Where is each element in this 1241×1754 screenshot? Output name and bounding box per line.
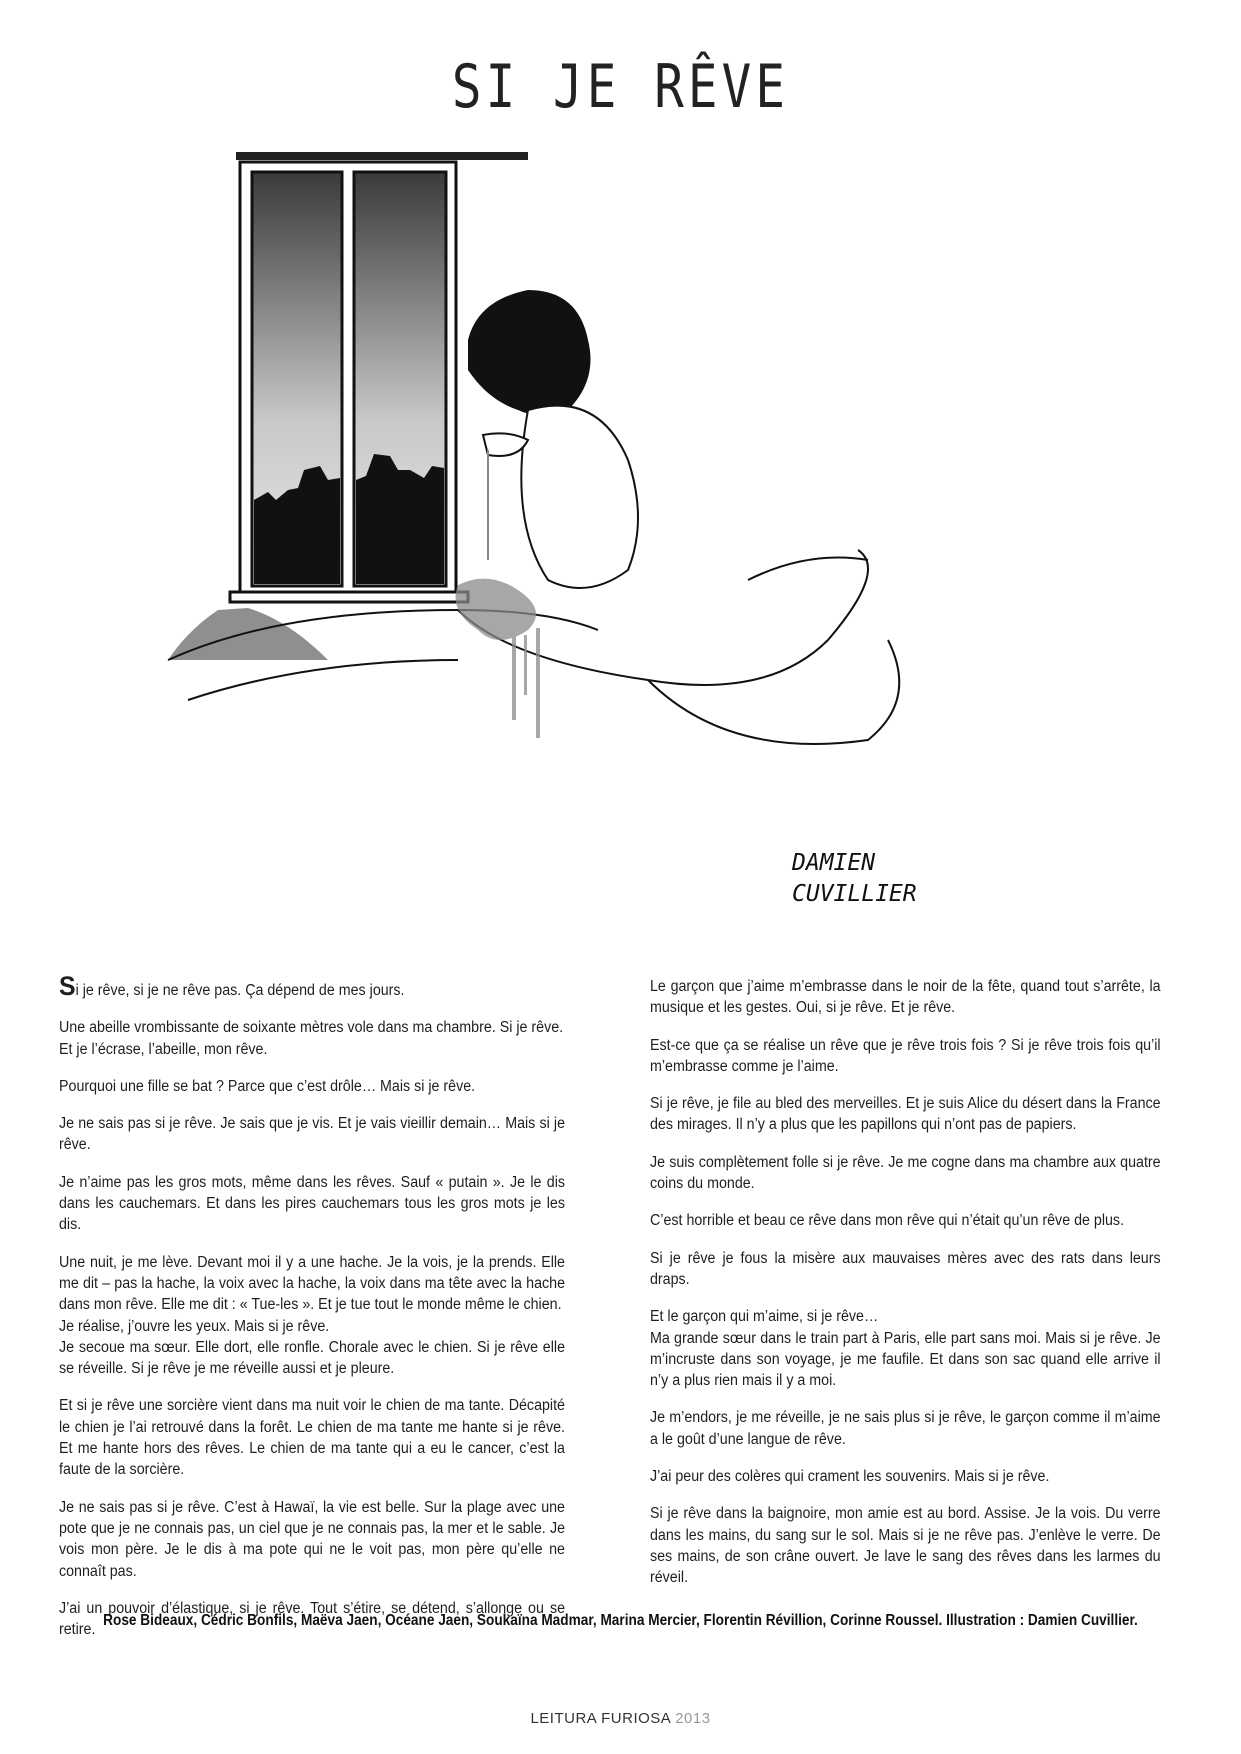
footer <box>0 1710 1241 1727</box>
paragraph: Est-ce que ça se réalise un rêve que je rêve trois fois ? Si je rêve trois fois qu’il m’embrasse comme je l’aime. <box>650 1036 1161 1075</box>
paragraph: Et si je rêve une sorcière vient dans ma nuit voir le chien de ma tante. Décapité le chien je l’ai retrouvé dans la forêt. Le chien de ma tante me hante si je rêve. Et me hante hors des rêves. Le chien de ma tante qui a eu le cancer, c’est la faute de la sorcière. <box>59 1397 565 1479</box>
text-column-right <box>650 976 1161 1605</box>
paragraph: Je m’endors, je me réveille, je ne sais plus si je rêve, le garçon comme il m’aime a le goût d’une langue de rêve. <box>650 1409 1161 1448</box>
paragraph: C’est horrible et beau ce rêve dans mon rêve qui n’était qu’un rêve de plus. <box>650 1212 1125 1230</box>
paragraph: Je suis complètement folle si je rêve. Je me cogne dans ma chambre aux quatre coins du monde. <box>650 1153 1161 1193</box>
puddle-drawing <box>456 579 541 738</box>
paragraph: J’ai peur des colères qui crament les souvenirs. Mais si je rêve. <box>650 1468 1050 1486</box>
artist-signature <box>792 848 917 910</box>
signature-line-1: DAMIEN <box>792 850 876 876</box>
signature-line-2: CUVILLIER <box>792 881 917 907</box>
paragraph: Je ne sais pas si je rêve. C’est à Hawaï, la vie est belle. Sur la plage avec une pote que je ne connais pas, un ciel que je ne connais pas, la mer et le sable. Je vois mon père. Je le dis à ma pote qui ne le voit pas, mon père qu’elle ne connaît pas. <box>59 1498 565 1580</box>
paragraph <box>59 971 565 1001</box>
page-title: SI JE RÊVE <box>451 52 790 122</box>
paragraph: Le garçon que j’aime m’embrasse dans le noir de la fête, quand tout s’arrête, la musique et les gestes. Oui, si je rêve. Et je rêve. <box>650 978 1161 1017</box>
figure-drawing <box>468 290 638 588</box>
credits: Rose Bideaux, Cédric Bonfils, Maëva Jaen, Océane Jaen, Soukaïna Madmar, Marina Mercier, Florentin Révillion, Corinne Roussel. Illustration : Damien Cuvillier. <box>103 1612 1138 1629</box>
paragraph: Si je rêve dans la baignoire, mon amie est au bord. Assise. Je la vois. Du verre dans les mains, du sang sur le sol. Mais si je ne rêve pas. J’enlève le verre. De ses mains, de son crâne ouvert. Je lave le sang des rêves dans les larmes du réveil. <box>650 1505 1161 1587</box>
paragraph: Une abeille vrombissante de soixante mètres vole dans ma chambre. Si je rêve. Et je l’écrase, l’abeille, mon rêve. <box>59 1019 564 1058</box>
paragraph: Si je rêve, je file au bled des merveilles. Et je suis Alice du désert dans la France des mirages. Il n’y a plus que les papillons qui n’ont pas de papiers. <box>650 1095 1161 1134</box>
paragraph: Si je rêve je fous la misère aux mauvaises mères avec des rats dans leurs draps. <box>650 1249 1161 1288</box>
paragraph: J’ai un pouvoir d’élastique, si je rêve. Tout s’étire, se détend, s’allonge ou se retire. <box>59 1599 565 1639</box>
paragraph: Pourquoi une fille se bat ? Parce que c’est drôle… Mais si je rêve. <box>59 1077 476 1095</box>
paragraph: Je n’aime pas les gros mots, même dans les rêves. Sauf « putain ». Je le dis dans les cauchemars. Et dans les pires cauchemars tous les gros mots je les dis. <box>59 1173 565 1234</box>
footer-year: 2013 <box>675 1710 711 1727</box>
footer-label: LEITURA FURIOSA <box>530 1710 671 1727</box>
illustration <box>128 140 958 940</box>
paragraph: Je ne sais pas si je rêve. Je sais que je vis. Et je vais vieillir demain… Mais si je rêve. <box>59 1115 565 1154</box>
paragraph-text: i je rêve, si je ne rêve pas. Ça dépend de mes jours. <box>75 982 405 999</box>
paragraph: Une nuit, je me lève. Devant moi il y a une hache. Je la vois, je la prends. Elle me dit – pas la hache, la voix avec la hache, la voix dans ma tête avec la hache dans mon rêve. Elle me dit : « Tue-les ». Et je tue tout le monde même le chien. Je réalise, j’ouvre les yeux. Mais si je rêve. Je secoue ma sœur. Elle dort, elle ronfle. Chorale avec le chien. Si je rêve elle se réveille. Si je rêve je me réveille aussi et je pleure. <box>59 1253 565 1378</box>
paragraph: Et le garçon qui m’aime, si je rêve… Ma grande sœur dans le train part à Paris, elle part sans moi. Mais si je rêve. Je m’incruste dans son voyage, je me faufile. Et dans son sac quand elle arrive il n’y a plus rien mais il y a moi. <box>650 1308 1161 1390</box>
text-column-left <box>59 971 565 1656</box>
drop-cap: S <box>59 971 76 1001</box>
